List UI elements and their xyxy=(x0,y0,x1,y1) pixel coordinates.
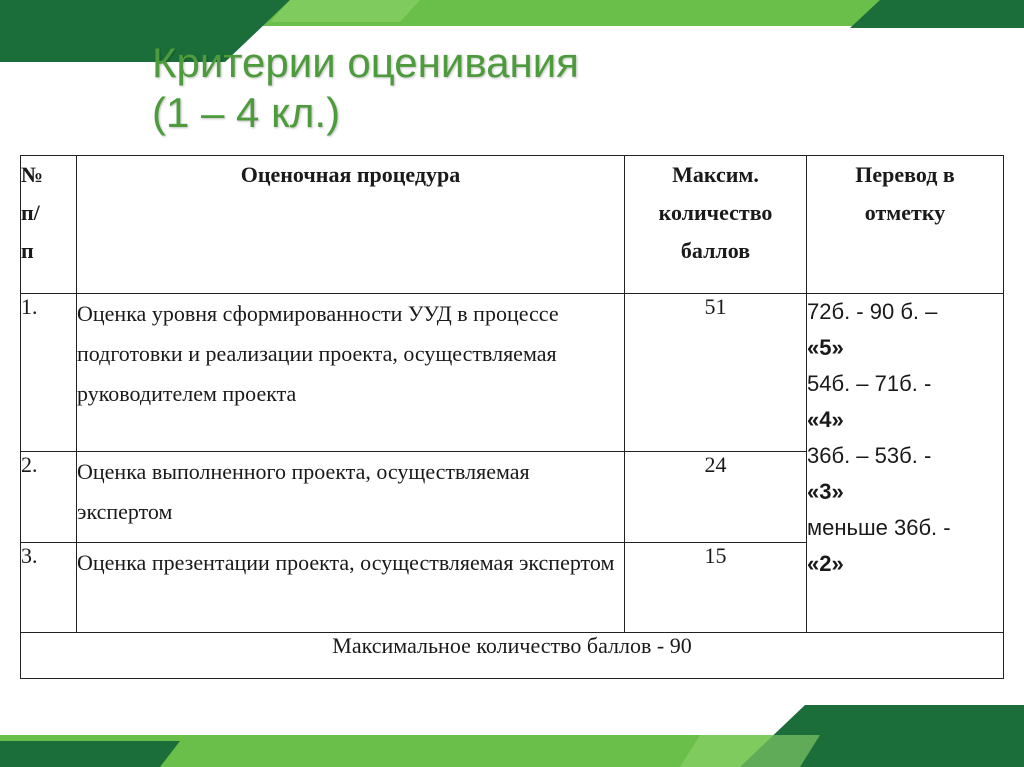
title-line-2: (1 – 4 кл.) xyxy=(152,89,341,136)
row-number: 2. xyxy=(21,452,77,543)
header-max-line: Максим. xyxy=(672,162,759,187)
header-num xyxy=(21,156,77,294)
table-row xyxy=(21,294,1004,452)
grade-range: 36б. – 53б. - xyxy=(807,443,932,468)
max-score-total: Максимальное количество баллов - 90 xyxy=(21,633,1004,679)
table-footer-row xyxy=(21,633,1004,679)
grade-range: 72б. - 90 б. – xyxy=(807,299,938,324)
header-num-line: № xyxy=(21,162,44,187)
row-procedure: Оценка презентации проекта, осуществляемая экспертом xyxy=(77,543,625,633)
row-score: 51 xyxy=(625,294,807,452)
bottom-stripe-decoration xyxy=(0,705,1024,767)
row-score: 15 xyxy=(625,543,807,633)
criteria-table xyxy=(20,155,1004,679)
row-procedure: Оценка уровня сформированности УУД в процессе подготовки и реализации проекта, осуществляемая руководителем проекта xyxy=(77,294,625,452)
grade-mark: «3» xyxy=(807,479,844,504)
table-header-row xyxy=(21,156,1004,294)
grade-mark: «5» xyxy=(807,335,844,360)
row-score: 24 xyxy=(625,452,807,543)
grade-range: 54б. – 71б. - xyxy=(807,371,932,396)
page-title xyxy=(152,38,579,138)
header-max-line: баллов xyxy=(680,238,751,263)
header-grade-line: отметку xyxy=(864,200,946,225)
header-num-line: п xyxy=(21,238,34,263)
grade-range: меньше 36б. - xyxy=(807,515,951,540)
header-procedure: Оценочная процедура xyxy=(77,156,625,294)
grade-mark: «4» xyxy=(807,407,844,432)
header-num-line: п/ xyxy=(21,200,40,225)
header-max-line: количество xyxy=(658,200,773,225)
grade-mark: «2» xyxy=(807,551,844,576)
title-line-1: Критерии оценивания xyxy=(152,39,579,86)
header-grade-line: Перевод в xyxy=(855,162,955,187)
grade-conversion xyxy=(807,294,1004,633)
header-max-score xyxy=(625,156,807,294)
header-grade xyxy=(807,156,1004,294)
row-procedure: Оценка выполненного проекта, осуществляемая экспертом xyxy=(77,452,625,543)
row-number: 3. xyxy=(21,543,77,633)
row-number: 1. xyxy=(21,294,77,452)
